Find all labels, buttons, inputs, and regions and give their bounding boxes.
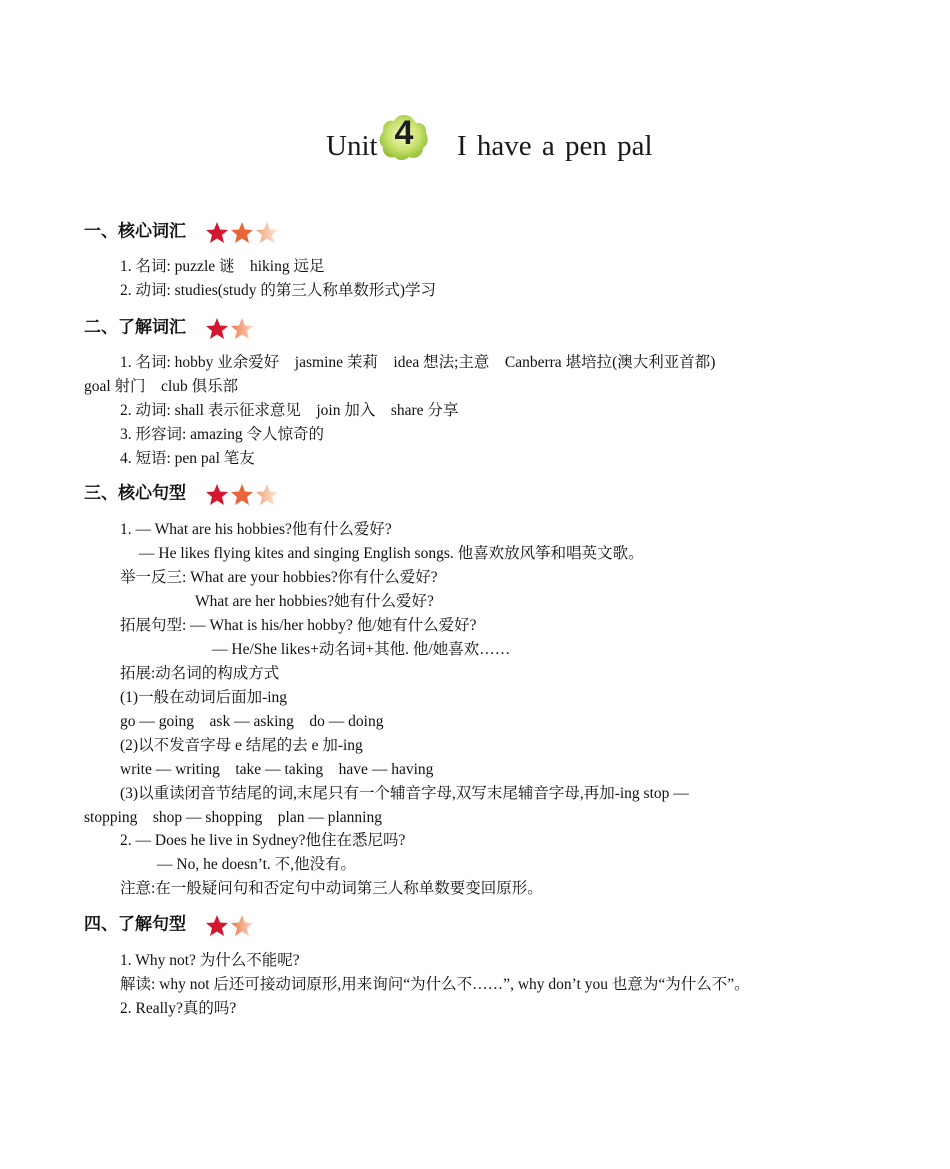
star-light-icon bbox=[231, 915, 253, 936]
sentence-line: 2. — Does he live in Sydney?他住在悉尼吗? bbox=[120, 832, 406, 849]
sentence-line: — No, he doesn’t. 不,他没有。 bbox=[157, 856, 357, 873]
star-full-icon bbox=[206, 222, 228, 243]
sentence-line: (3)以重读闭音节结尾的词,末尾只有一个辅音字母,双写末尾辅音字母,再加-ing stop — bbox=[120, 785, 689, 802]
section-heading-text: 二、了解词汇 bbox=[84, 317, 186, 338]
sentence-line: (2)以不发音字母 e 结尾的去 e 加-ing bbox=[120, 737, 363, 754]
star-mid-icon bbox=[231, 222, 253, 243]
sentence-line: 举一反三: What are your hobbies?你有什么爱好? bbox=[120, 569, 438, 586]
sentence-line: go — going ask — asking do — doing bbox=[120, 713, 384, 730]
unit-label: Unit bbox=[326, 130, 378, 162]
sentence-line: What are her hobbies?她有什么爱好? bbox=[195, 593, 434, 610]
rating-stars bbox=[206, 911, 256, 939]
sentence-line: (1)一般在动词后面加-ing bbox=[120, 689, 288, 706]
star-full-icon bbox=[206, 318, 228, 339]
sentence-line: 拓展句型: — What is his/her hobby? 他/她有什么爱好? bbox=[120, 617, 477, 634]
rating-stars bbox=[206, 218, 281, 246]
unit-name: I have a pen pal bbox=[457, 130, 653, 162]
sentence-line: write — writing take — taking have — having bbox=[120, 761, 434, 778]
vocab-line: 2. 动词: shall 表示征求意见 join 加入 share 分享 bbox=[120, 402, 459, 419]
rating-stars bbox=[206, 480, 281, 508]
section-heading-core-sentences bbox=[84, 479, 281, 507]
sentence-line: 2. Really?真的吗? bbox=[120, 1000, 237, 1017]
star-full-icon bbox=[206, 484, 228, 505]
sentence-line: stopping shop — shopping plan — planning bbox=[84, 809, 382, 826]
section-heading-core-vocab bbox=[84, 217, 281, 245]
vocab-line: 3. 形容词: amazing 令人惊奇的 bbox=[120, 426, 325, 443]
section-heading-text: 三、核心句型 bbox=[84, 483, 186, 504]
sentence-line: 拓展:动名词的构成方式 bbox=[120, 665, 280, 682]
sentence-line: — He/She likes+动名词+其他. 他/她喜欢…… bbox=[212, 641, 511, 658]
unit-number-badge bbox=[378, 112, 430, 162]
sentence-line: 解读: why not 后还可接动词原形,用来询问“为什么不……”, why don’t you 也意为“为什么不”。 bbox=[120, 976, 750, 993]
section-heading-text: 四、了解句型 bbox=[84, 914, 186, 935]
star-light-icon bbox=[256, 484, 278, 505]
sentence-line: 注意:在一般疑问句和否定句中动词第三人称单数要变回原形。 bbox=[120, 880, 543, 897]
star-light-icon bbox=[231, 318, 253, 339]
vocab-line: 4. 短语: pen pal 笔友 bbox=[120, 450, 255, 467]
sentence-line: — He likes flying kites and singing English songs. 他喜欢放风筝和唱英文歌。 bbox=[139, 545, 644, 562]
vocab-line: 1. 名词: puzzle 谜 hiking 远足 bbox=[120, 258, 325, 275]
vocab-line: 2. 动词: studies(study 的第三人称单数形式)学习 bbox=[120, 282, 437, 299]
section-heading-extra-sentences bbox=[84, 910, 256, 938]
rating-stars bbox=[206, 314, 256, 342]
unit-number: 4 bbox=[394, 114, 414, 152]
vocab-line: 1. 名词: hobby 业余爱好 jasmine 茉莉 idea 想法;主意 Canberra 堪培拉(澳大利亚首都) bbox=[120, 354, 716, 371]
vocab-line: goal 射门 club 俱乐部 bbox=[84, 378, 239, 395]
sentence-line: 1. — What are his hobbies?他有什么爱好? bbox=[120, 521, 392, 538]
star-mid-icon bbox=[231, 484, 253, 505]
section-heading-extra-vocab bbox=[84, 313, 256, 341]
unit-title bbox=[0, 112, 950, 172]
star-full-icon bbox=[206, 915, 228, 936]
section-heading-text: 一、核心词汇 bbox=[84, 221, 186, 242]
sentence-line: 1. Why not? 为什么不能呢? bbox=[120, 952, 300, 969]
star-light-icon bbox=[256, 222, 278, 243]
